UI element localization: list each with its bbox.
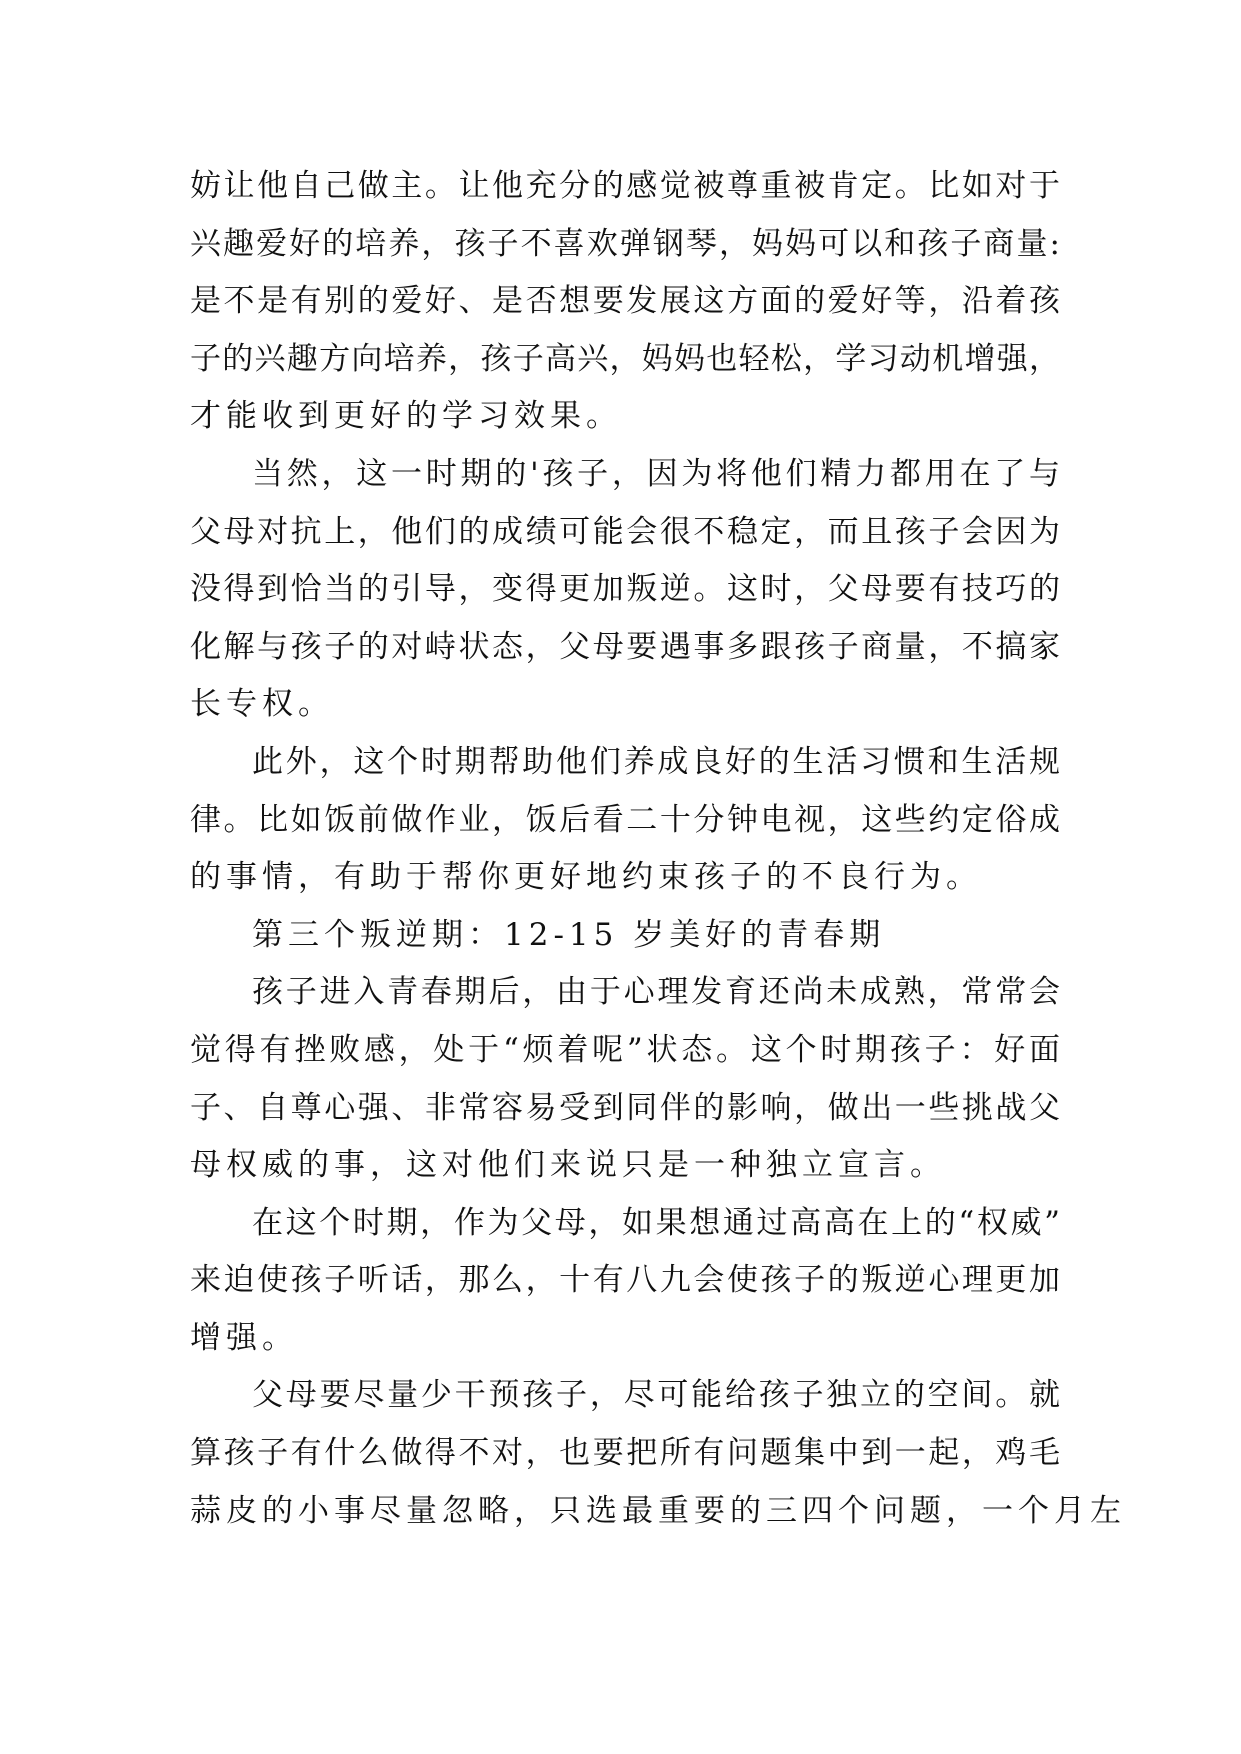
paragraph-line: 在这个时期，作为父母，如果想通过高高在上的“权威” — [252, 1204, 1060, 1241]
paragraph-line: 没得到恰当的引导，变得更加叛逆。这时，父母要有技巧的 — [190, 571, 1060, 608]
paragraph — [190, 907, 1060, 965]
paragraph-line: 第三个叛逆期：12-15 岁美好的青春期 — [252, 916, 886, 953]
paragraph-line: 律。比如饭前做作业，饭后看二十分钟电视，这些约定俗成 — [190, 801, 1060, 838]
paragraph-line: 孩子进入青春期后，由于心理发育还尚未成熟，常常会 — [252, 974, 1060, 1011]
paragraph-line: 来迫使孩子听话，那么，十有八九会使孩子的叛逆心理更加 — [190, 1262, 1060, 1299]
paragraph — [190, 964, 1060, 1194]
paragraph — [190, 446, 1060, 734]
paragraph-line: 化解与孩子的对峙状态，父母要遇事多跟孩子商量，不搞家 — [190, 628, 1060, 665]
paragraph — [190, 1367, 1126, 1540]
paragraph-line: 父母对抗上，他们的成绩可能会很不稳定，而且孩子会因为 — [190, 513, 1060, 550]
paragraph-line: 觉得有挫败感，处于“烦着呢”状态。这个时期孩子：好面 — [190, 1031, 1060, 1068]
paragraph-line: 当然，这一时期的'孩子，因为将他们精力都用在了与 — [252, 455, 1060, 492]
paragraph-line: 兴趣爱好的培养，孩子不喜欢弹钢琴，妈妈可以和孩子商量: — [190, 225, 1060, 262]
paragraph — [190, 1195, 1060, 1368]
paragraph-line: 长专权。 — [190, 686, 334, 723]
paragraph-line: 是不是有别的爱好、是否想要发展这方面的爱好等，沿着孩 — [190, 283, 1060, 320]
paragraph-line: 算孩子有什么做得不对，也要把所有问题集中到一起，鸡毛 — [190, 1435, 1060, 1472]
paragraph-line: 父母要尽量少干预孩子，尽可能给孩子独立的空间。就 — [252, 1377, 1060, 1414]
paragraph-line: 蒜皮的小事尽量忽略，只选最重要的三四个问题，一个月左 — [190, 1492, 1126, 1529]
paragraph-line: 的事情，有助于帮你更好地约束孩子的不良行为。 — [190, 859, 982, 896]
paragraph-line: 此外，这个时期帮助他们养成良好的生活习惯和生活规 — [252, 743, 1060, 780]
paragraph — [190, 734, 1060, 907]
paragraph-line: 子、自尊心强、非常容易受到同伴的影响，做出一些挑战父 — [190, 1089, 1060, 1126]
paragraph-line: 母权威的事，这对他们来说只是一种独立宣言。 — [190, 1147, 946, 1184]
document-body — [190, 158, 1126, 1540]
paragraph-line: 才能收到更好的学习效果。 — [190, 398, 622, 435]
paragraph-line: 子的兴趣方向培养，孩子高兴，妈妈也轻松，学习动机增强， — [190, 340, 1060, 377]
paragraph — [190, 158, 1060, 446]
paragraph-line: 妨让他自己做主。让他充分的感觉被尊重被肯定。比如对于 — [190, 168, 1060, 204]
paragraph-line: 增强。 — [190, 1319, 298, 1356]
